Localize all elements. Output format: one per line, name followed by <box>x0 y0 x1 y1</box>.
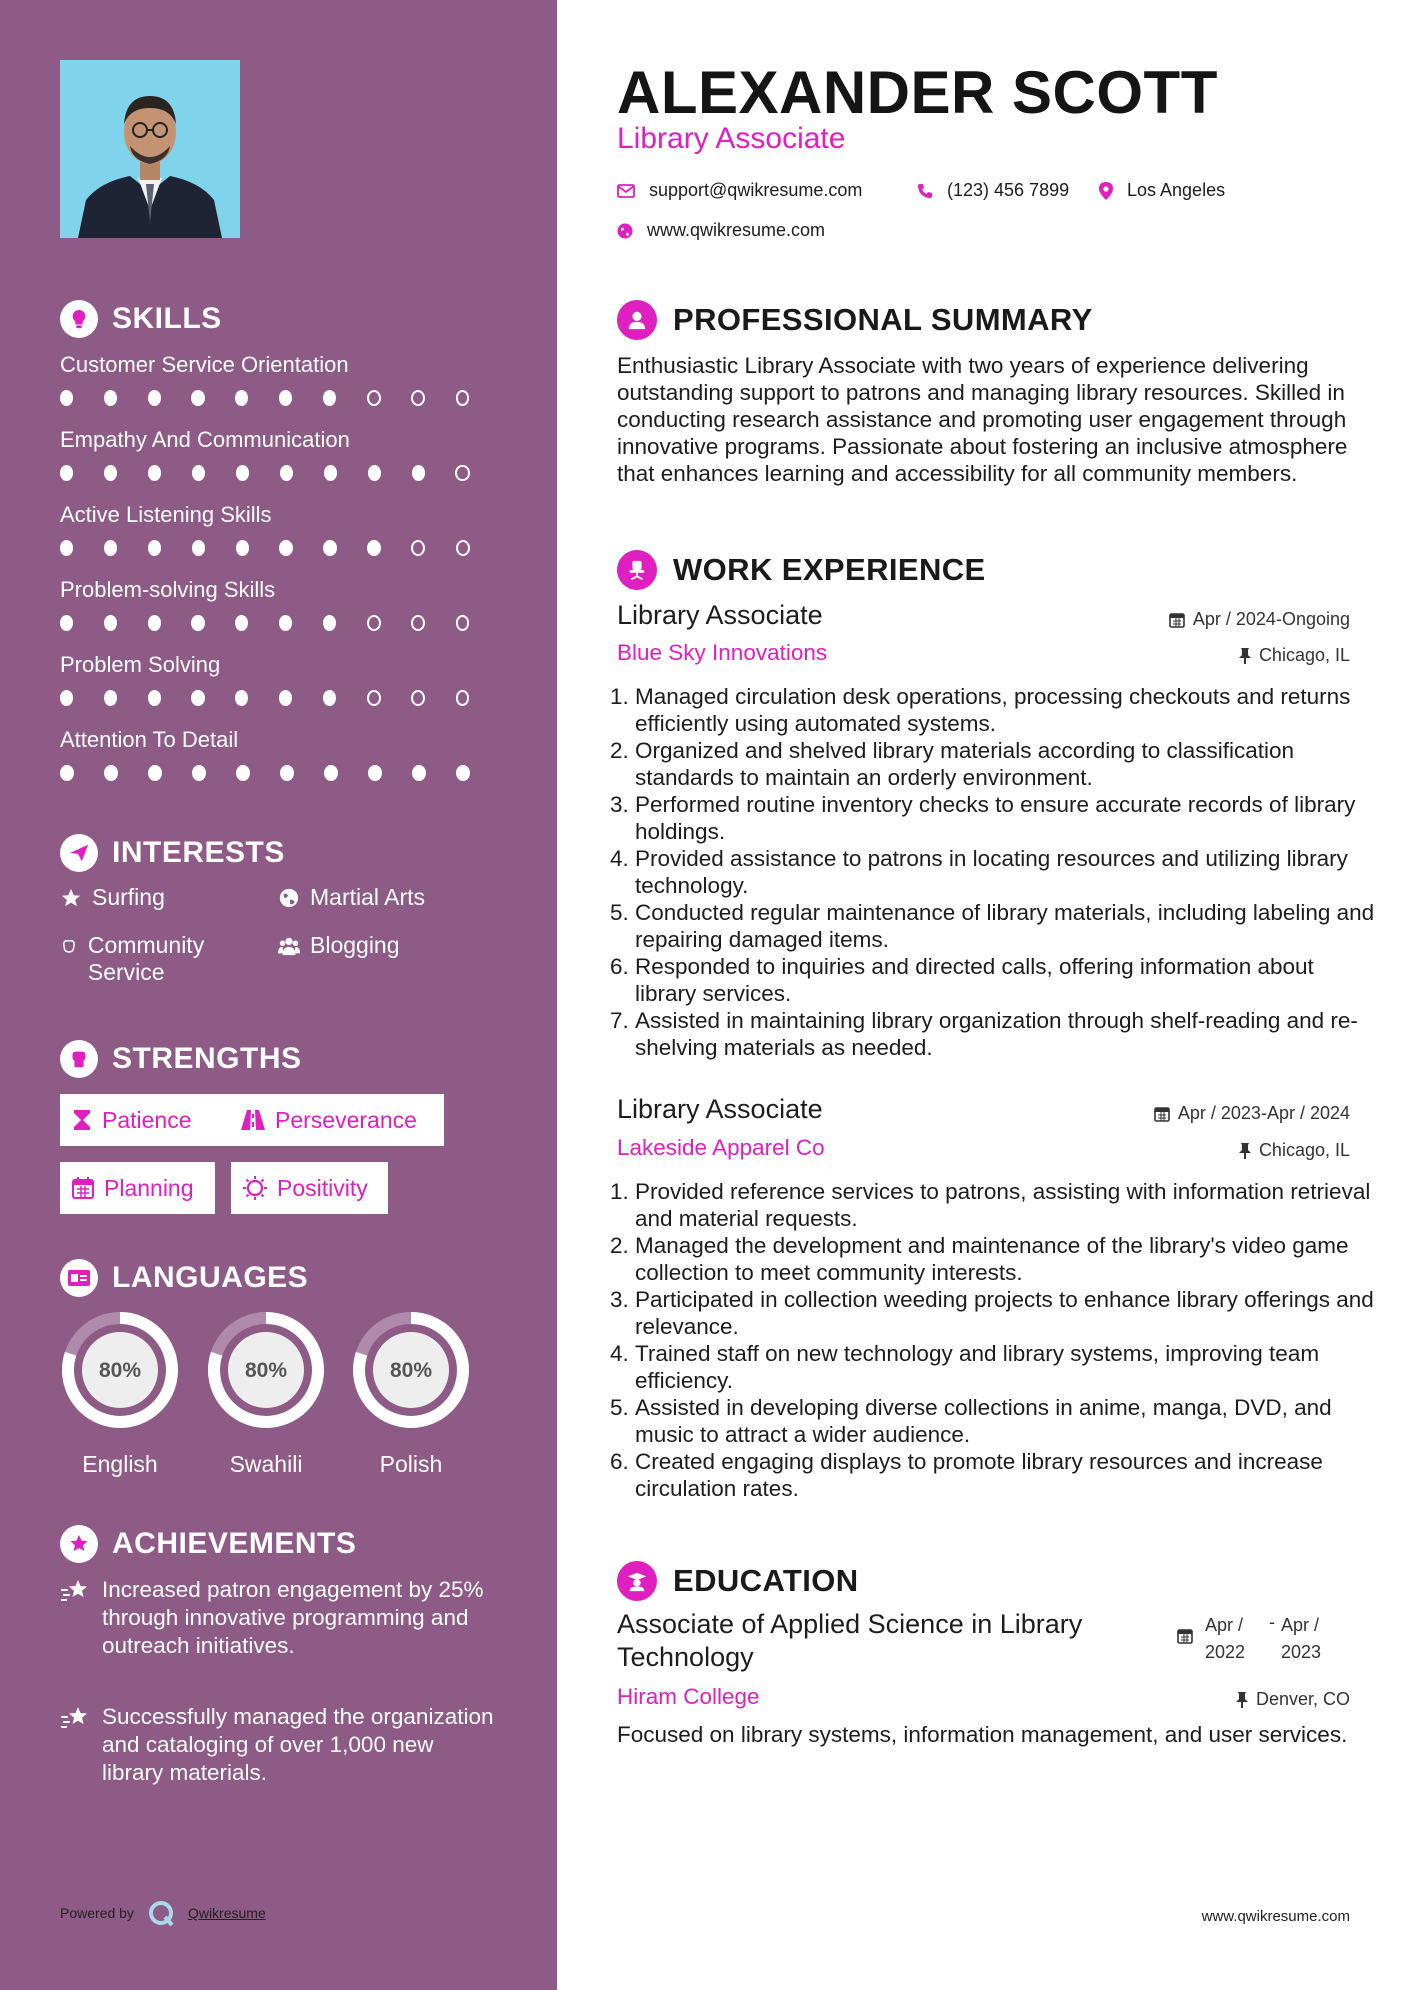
calendar-icon <box>1177 1628 1193 1649</box>
skill-item <box>60 652 500 706</box>
rating-dot-filled <box>279 615 292 631</box>
office-chair-icon <box>617 550 657 590</box>
globe-icon <box>278 887 300 909</box>
award-star-icon <box>60 1525 98 1563</box>
rating-dot-empty <box>456 615 470 631</box>
interests-title: INTERESTS <box>112 836 285 869</box>
language-item <box>204 1308 328 1478</box>
skill-name: Active Listening Skills <box>60 502 272 527</box>
rating-dot-filled <box>235 390 248 406</box>
achievement-text: Increased patron engagement by 25% through innovative programming and outreach initiatives. <box>102 1577 484 1658</box>
interest-item <box>60 932 250 986</box>
powered-by <box>60 1898 266 1928</box>
job-location <box>1239 1140 1350 1161</box>
users-icon <box>278 935 300 957</box>
rating-dot-empty <box>411 615 425 631</box>
job-duties <box>617 683 1380 1061</box>
languages-title: LANGUAGES <box>112 1261 309 1294</box>
language-progress-ring <box>58 1308 182 1432</box>
experience-title: WORK EXPERIENCE <box>673 552 986 587</box>
summary-heading <box>617 300 1093 340</box>
strength-label: Patience <box>102 1106 192 1133</box>
strength-label: Perseverance <box>275 1106 417 1133</box>
rating-dot-filled <box>148 765 162 781</box>
lightbulb-icon <box>60 300 98 338</box>
pushpin-icon <box>1239 648 1251 664</box>
rating-dot-filled <box>279 690 292 706</box>
pushpin-icon <box>1239 1143 1251 1159</box>
achievement-item <box>60 1576 500 1660</box>
rating-dot-filled <box>324 465 337 481</box>
duty-item: 6. Responded to inquiries and directed calls, offering information about library services. <box>635 953 1380 1007</box>
rating-dot-filled <box>412 765 426 781</box>
duty-item: 4. Trained staff on new technology and library systems, improving team efficiency. <box>635 1340 1380 1394</box>
job-dates <box>1169 609 1350 630</box>
education-degree: Associate of Applied Science in Library Technology <box>617 1609 1083 1672</box>
qwikresume-logo-icon <box>146 1898 176 1928</box>
duty-item: 4. Provided assistance to patrons in locating resources and utilizing library technology. <box>635 845 1380 899</box>
rating-dot-filled <box>324 765 338 781</box>
language-name: English <box>82 1451 158 1477</box>
rating-dot-filled <box>148 615 161 631</box>
job-dates <box>1154 1103 1350 1124</box>
skill-rating <box>60 390 500 406</box>
footer-url[interactable]: www.qwikresume.com <box>1201 1908 1350 1925</box>
duty-item: 3. Performed routine inventory checks to ensure accurate records of library holdings. <box>635 791 1380 845</box>
duty-item: 1. Provided reference services to patrons, assisting with information retrieval and material requests. <box>635 1178 1380 1232</box>
interest-label: Blogging <box>310 932 400 958</box>
rating-dot-filled <box>235 690 248 706</box>
language-percent: 80% <box>98 1359 142 1382</box>
rating-dot-filled <box>368 465 381 481</box>
rating-dot-filled <box>60 765 74 781</box>
rating-dot-filled <box>148 465 161 481</box>
rating-dot-filled <box>191 690 204 706</box>
shooting-star-icon <box>60 1705 90 1731</box>
strength-badge <box>231 1162 388 1214</box>
rating-dot-empty <box>456 540 470 556</box>
rating-dot-filled <box>148 390 161 406</box>
rating-dot-filled <box>60 690 73 706</box>
rating-dot-filled <box>104 615 117 631</box>
candidate-role: Library Associate <box>617 122 846 155</box>
education-title: EDUCATION <box>673 1563 859 1598</box>
fist-icon <box>60 1040 98 1078</box>
skill-rating <box>60 540 500 556</box>
website-text: www.qwikresume.com <box>647 220 826 240</box>
rating-dot-filled <box>279 390 292 406</box>
user-icon <box>617 300 657 340</box>
rating-dot-filled <box>60 390 73 406</box>
skill-name: Customer Service Orientation <box>60 352 349 377</box>
education-heading <box>617 1561 859 1601</box>
hourglass-icon <box>72 1109 92 1131</box>
rating-dot-filled <box>60 540 73 556</box>
strengths-heading <box>60 1040 302 1078</box>
date-separator: - <box>1269 1612 1275 1632</box>
rating-dot-filled <box>104 690 117 706</box>
sidebar <box>0 0 557 1990</box>
rating-dot-filled <box>148 690 161 706</box>
language-item <box>58 1308 182 1478</box>
rating-dot-empty <box>411 540 425 556</box>
skill-name: Problem Solving <box>60 652 221 677</box>
duty-item: 3. Participated in collection weeding projects to enhance library offerings and relevance. <box>635 1286 1380 1340</box>
powered-by-label: Powered by <box>60 1905 134 1921</box>
rating-dot-filled <box>235 615 248 631</box>
strengths-title: STRENGTHS <box>112 1042 302 1075</box>
rating-dot-filled <box>192 540 205 556</box>
rating-dot-empty <box>456 690 470 706</box>
rating-dot-filled <box>104 390 117 406</box>
interest-label: Martial Arts <box>310 884 426 910</box>
rating-dot-empty <box>455 465 469 481</box>
duty-item: 5. Assisted in developing diverse collections in anime, manga, DVD, and music to attract a wider audience. <box>635 1394 1380 1448</box>
map-pin-icon <box>1099 182 1113 200</box>
envelope-icon <box>617 184 635 198</box>
strength-badge <box>229 1094 444 1146</box>
language-progress-ring <box>349 1308 473 1432</box>
rating-dot-filled <box>236 765 250 781</box>
rating-dot-filled <box>279 540 292 556</box>
skill-item <box>60 727 500 781</box>
education-location <box>1236 1689 1350 1710</box>
road-icon <box>241 1110 265 1130</box>
skill-name: Problem-solving Skills <box>60 577 276 602</box>
education-school: Hiram College <box>617 1684 760 1709</box>
qwikresume-link[interactable]: Qwikresume <box>187 1905 266 1921</box>
rating-dot-filled <box>104 465 117 481</box>
duty-item: 2. Organized and shelved library materials according to classification standards to maintain an orderly environment. <box>635 737 1380 791</box>
education-end: Apr / 2023 <box>1281 1615 1322 1662</box>
skill-rating <box>60 765 500 781</box>
strength-badge <box>60 1094 230 1146</box>
rating-dot-empty <box>456 390 470 406</box>
skill-name: Empathy And Communication <box>60 427 350 452</box>
calendar-icon <box>1169 612 1185 628</box>
education-description: Focused on library systems, information management, and user services. <box>617 1722 1348 1747</box>
interest-item <box>60 884 165 911</box>
language-name: Swahili <box>229 1451 303 1477</box>
job-duties <box>617 1178 1380 1502</box>
job-dates-text: Apr / 2023-Apr / 2024 <box>1177 1103 1350 1123</box>
rating-dot-filled <box>191 615 204 631</box>
rating-dot-filled <box>236 540 249 556</box>
duty-item: 6. Created engaging displays to promote library resources and increase circulation rates. <box>635 1448 1380 1502</box>
phone-text: (123) 456 7899 <box>947 180 1070 200</box>
sun-icon <box>243 1176 267 1200</box>
paper-plane-icon <box>60 834 98 872</box>
skill-item <box>60 352 500 406</box>
interests-heading <box>60 834 285 872</box>
duty-item: 2. Managed the development and maintenance of the library's video game collection to meet community interests. <box>635 1232 1380 1286</box>
languages-heading <box>60 1259 308 1297</box>
location-text: Los Angeles <box>1127 180 1226 200</box>
interest-label: Surfing <box>92 884 165 910</box>
rating-dot-filled <box>368 765 382 781</box>
duty-item: 5. Conducted regular maintenance of library materials, including labeling and repairing damaged items. <box>635 899 1380 953</box>
rating-dot-empty <box>367 390 381 406</box>
skill-rating <box>60 615 500 631</box>
contact-email[interactable] <box>617 180 862 201</box>
skill-name: Attention To Detail <box>60 727 239 752</box>
rating-dot-filled <box>323 390 336 406</box>
achievement-item <box>60 1703 500 1787</box>
rating-dot-filled <box>60 615 73 631</box>
job-company: Lakeside Apparel Co <box>617 1135 825 1160</box>
candidate-name: ALEXANDER SCOTT <box>617 59 1218 126</box>
contact-phone[interactable] <box>917 180 1069 201</box>
rating-dot-filled <box>280 465 293 481</box>
rating-dot-filled <box>280 765 294 781</box>
rating-dot-filled <box>456 765 470 781</box>
rating-dot-empty <box>411 690 425 706</box>
graduate-icon <box>617 1561 657 1601</box>
rating-dot-filled <box>236 465 249 481</box>
job-company: Blue Sky Innovations <box>617 640 828 665</box>
skill-item <box>60 577 500 631</box>
rating-dot-filled <box>367 540 380 556</box>
email-text: support@qwikresume.com <box>649 180 863 200</box>
profile-photo <box>60 60 240 238</box>
strength-badge <box>60 1162 215 1214</box>
id-card-icon <box>60 1259 98 1297</box>
calendar-icon <box>1154 1106 1170 1122</box>
language-progress-ring <box>204 1308 328 1432</box>
phone-icon <box>917 183 933 199</box>
summary-text: Enthusiastic Library Associate with two years of experience delivering outstanding support to patrons and managing library resources. Skilled in conducting research assistance and promoting user engagement through innovative programs. Passionate about fostering an inclusive atmosphere that enhances learning and accessibility for all community members. <box>617 353 1348 486</box>
rating-dot-empty <box>411 390 425 406</box>
experience-heading <box>617 550 986 590</box>
language-percent: 80% <box>389 1359 433 1382</box>
duty-item: 1. Managed circulation desk operations, processing checkouts and returns efficiently using automated systems. <box>635 683 1380 737</box>
interest-item <box>278 932 400 959</box>
job-location <box>1239 645 1350 666</box>
skill-item <box>60 427 500 481</box>
rating-dot-filled <box>192 765 206 781</box>
language-name: Polish <box>379 1451 443 1477</box>
skill-rating <box>60 690 500 706</box>
job-dates-text: Apr / 2024-Ongoing <box>1192 609 1350 629</box>
rating-dot-filled <box>323 690 336 706</box>
rating-dot-filled <box>192 465 205 481</box>
rating-dot-filled <box>148 540 161 556</box>
job-title: Library Associate <box>617 600 823 630</box>
education-location-text: Denver, CO <box>1255 1689 1350 1709</box>
contact-website[interactable] <box>617 220 825 241</box>
achievements-heading <box>60 1525 356 1563</box>
job-location-text: Chicago, IL <box>1258 645 1350 665</box>
hand-icon <box>60 935 78 957</box>
rating-dot-filled <box>191 390 204 406</box>
rating-dot-filled <box>412 465 425 481</box>
rating-dot-filled <box>323 615 336 631</box>
strength-label: Positivity <box>277 1174 368 1201</box>
star-icon <box>60 887 82 909</box>
language-item <box>349 1308 473 1478</box>
interest-label: Community Service <box>87 932 205 985</box>
globe-icon <box>617 223 633 239</box>
rating-dot-filled <box>60 465 73 481</box>
shooting-star-icon <box>60 1578 90 1604</box>
contact-location <box>1099 180 1225 201</box>
strength-label: Planning <box>104 1174 194 1201</box>
main-content <box>557 0 1407 1990</box>
summary-title: PROFESSIONAL SUMMARY <box>673 302 1093 337</box>
calendar-icon <box>72 1177 94 1199</box>
skills-title: SKILLS <box>112 302 222 335</box>
rating-dot-filled <box>104 540 117 556</box>
achievement-text: Successfully managed the organization and cataloging of over 1,000 new library materials. <box>102 1704 494 1785</box>
skill-item <box>60 502 500 556</box>
skills-heading <box>60 300 222 338</box>
job-title: Library Associate <box>617 1094 823 1124</box>
language-percent: 80% <box>244 1359 288 1382</box>
education-start: Apr / 2022 <box>1205 1615 1246 1662</box>
pushpin-icon <box>1236 1692 1248 1708</box>
rating-dot-empty <box>367 615 381 631</box>
rating-dot-empty <box>367 690 381 706</box>
achievements-title: ACHIEVEMENTS <box>112 1527 357 1560</box>
rating-dot-filled <box>104 765 118 781</box>
duty-item: 7. Assisted in maintaining library organization through shelf-reading and re-shelving materials as needed. <box>635 1007 1380 1061</box>
rating-dot-filled <box>323 540 336 556</box>
interest-item <box>278 884 425 911</box>
skill-rating <box>60 465 500 481</box>
job-location-text: Chicago, IL <box>1258 1140 1350 1160</box>
